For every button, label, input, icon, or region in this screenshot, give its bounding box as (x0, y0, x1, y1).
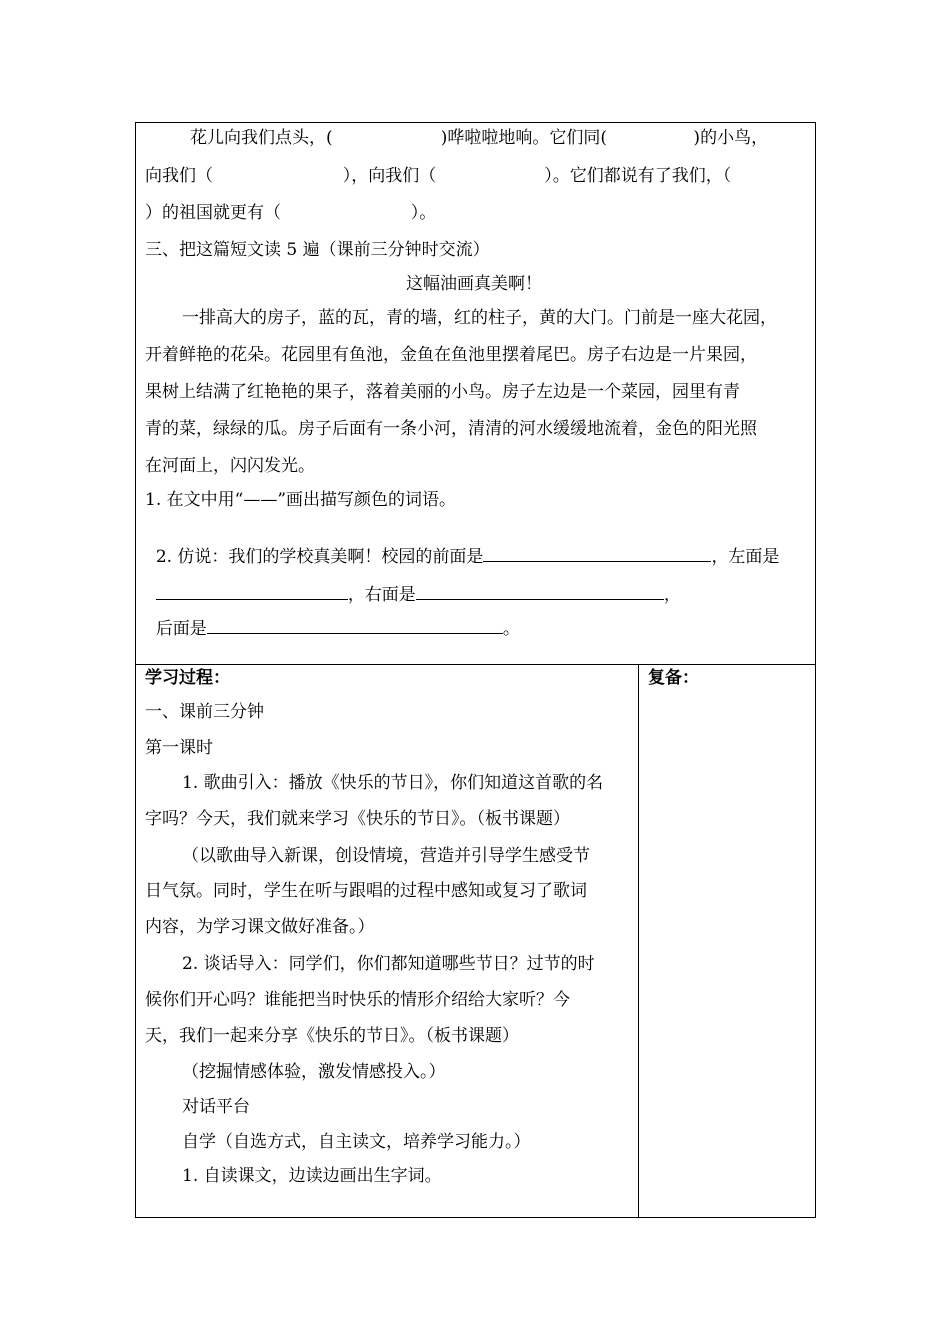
process-line-8: 天，我们一起来分享《快乐的节日》。（板书课题） (145, 1026, 519, 1046)
process-line-7: 候你们开心吗？谁能把当时快乐的情形介绍给大家听？今 (145, 990, 570, 1010)
passage-line-1: 一排高大的房子，蓝的瓦，青的墙，红的柱子，黄的大门。门前是一座大花园， (182, 308, 777, 328)
passage-line-5: 在河面上，闪闪发光。 (145, 456, 315, 476)
section-three-heading: 三、把这篇短文读 5 遍（课前三分钟时交流） (145, 240, 490, 260)
process-line-4: 日气氛。同时，学生在听与跟唱的过程中感知或复习了歌词 (145, 881, 587, 901)
process-line-2: 字吗？今天，我们就来学习《快乐的节日》。（板书课题） (145, 809, 570, 829)
question-2-line-3 (145, 597, 520, 639)
passage-line-2: 开着鲜艳的花朵。花园里有鱼池，金鱼在鱼池里摆着尾巴。房子右边是一片果园， (145, 345, 757, 365)
passage-line-3: 果树上结满了红艳艳的果子，落着美丽的小鸟。房子左边是一个菜园，园里有青 (145, 382, 740, 402)
question-2-right-label: ，右面是 (347, 585, 416, 605)
review-heading: 复备： (648, 668, 699, 688)
section-one-heading: 一、课前三分钟 (145, 702, 264, 722)
process-line-12: 1. 自读课文，边读边画出生字词。 (182, 1166, 442, 1186)
question-2-prefix: 2. 仿说：我们的学校真美啊！校园的前面是 (155, 547, 484, 567)
fill-blank-line-1: 花儿向我们点头，( )哗啦啦地响。它们同( )的小鸟， (190, 128, 769, 148)
answer-blank-back[interactable] (207, 617, 503, 634)
process-line-5: 内容，为学习课文做好准备。） (145, 917, 375, 937)
question-2-back-suffix: 。 (502, 619, 520, 639)
review-notes-cell (638, 664, 816, 1218)
question-2-line-1 (145, 525, 779, 567)
process-line-9: （挖掘情感体验，激发情感投入。） (182, 1062, 446, 1082)
question-2-right-suffix: ， (663, 585, 681, 605)
process-line-3: （以歌曲导入新课，创设情境，营造并引导学生感受节 (182, 846, 590, 866)
answer-blank-front[interactable] (483, 545, 711, 562)
process-line-10: 对话平台 (182, 1097, 250, 1117)
passage-line-4: 青的菜，绿绿的瓜。房子后面有一条小河，清清的河水缓缓地流着，金色的阳光照 (145, 419, 757, 439)
passage-title: 这幅油画真美啊！ (406, 274, 542, 294)
lesson-label: 第一课时 (145, 738, 213, 758)
fill-blank-line-2: 向我们（ ），向我们（ ）。它们都说有了我们，（ (145, 166, 732, 186)
process-line-6: 2. 谈话导入：同学们，你们都知道哪些节日？过节的时 (182, 954, 595, 974)
question-2-back-label: 后面是 (155, 619, 207, 639)
question-1: 1. 在文中用“——”画出描写颜色的词语。 (145, 490, 457, 510)
fill-blank-line-3: ）的祖国就更有（ ）。 (145, 203, 437, 223)
process-line-11: 自学（自选方式，自主读文，培养学习能力。） (182, 1132, 531, 1152)
learning-process-heading: 学习过程： (145, 668, 230, 688)
process-line-1: 1. 歌曲引入：播放《快乐的节日》，你们知道这首歌的名 (182, 773, 604, 793)
question-2-left-label: ，左面是 (711, 547, 780, 567)
